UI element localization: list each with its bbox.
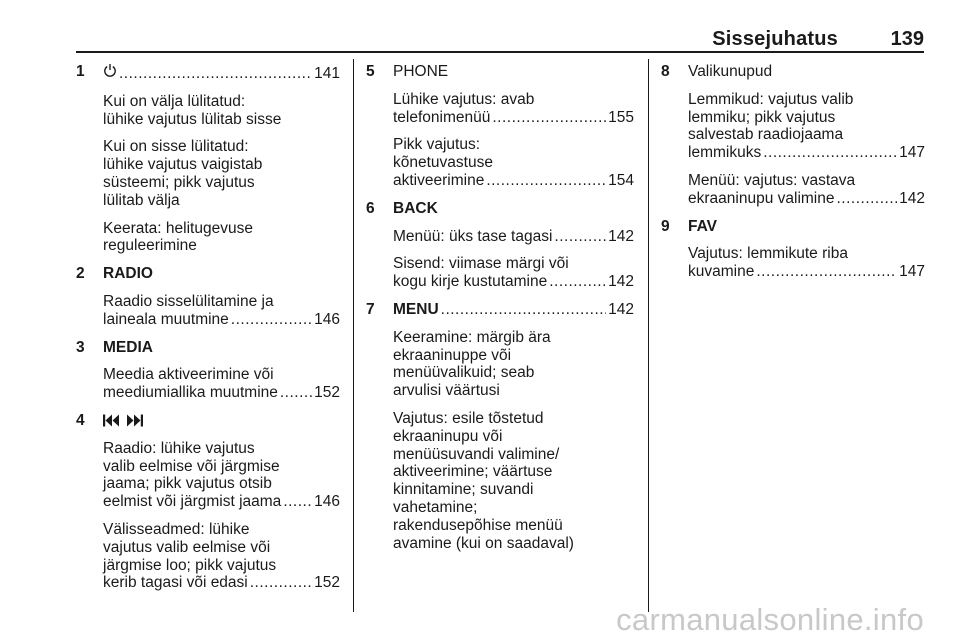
description-line — [103, 493, 340, 511]
description-text: lemmikuks — [688, 144, 762, 162]
description-text: aktiveerimine — [393, 171, 485, 189]
previous-track-icon — [103, 414, 119, 427]
page-ref: 142 — [608, 300, 634, 318]
description-line: järgmise loo; pikk vajutus — [103, 556, 277, 574]
entry-number: 4 — [76, 411, 85, 429]
description-line — [103, 384, 340, 402]
leader-dots — [280, 384, 312, 402]
entry-description — [366, 329, 634, 400]
page-ref: 142 — [608, 273, 634, 291]
entry-track-buttons — [76, 412, 340, 592]
description-line: Kui on sisse lülitatud: — [103, 138, 249, 156]
description-line: süsteemi; pikk vajutus — [103, 173, 255, 191]
entry-number: 2 — [76, 265, 85, 283]
entry-description — [76, 366, 340, 402]
leader-dots — [119, 65, 312, 83]
description-line: Lühike vajutus: avab — [393, 90, 535, 108]
next-track-icon — [127, 414, 143, 427]
column-2 — [366, 63, 634, 552]
description-line: Raadio: lühike vajutus — [103, 439, 255, 457]
entry-radio — [76, 265, 340, 328]
entry-media — [76, 339, 340, 402]
description-line: rakendusepõhise menüü — [393, 516, 563, 534]
description-line: vajutus valib eelmise või — [103, 538, 271, 556]
description-line: lühike vajutus lülitab sisse — [103, 110, 282, 128]
entry-heading: FAV — [688, 217, 717, 235]
entry-heading: Valikunupud — [688, 63, 773, 80]
description-line: Vajutus: esile tõstetud — [393, 409, 544, 427]
leader-dots — [763, 144, 897, 162]
description-line: avamine (kui on saadaval) — [393, 534, 574, 552]
page-ref: 154 — [608, 171, 634, 189]
page-ref: 146 — [314, 493, 340, 511]
page-ref: 142 — [899, 189, 925, 207]
entry-power — [76, 63, 340, 255]
leader-dots — [231, 311, 312, 329]
page-ref: 142 — [608, 227, 634, 245]
leader-dots — [250, 574, 312, 592]
entry-description — [366, 255, 634, 291]
entry-description — [76, 220, 340, 256]
entry-description — [661, 245, 925, 281]
entry-description — [76, 293, 340, 329]
description-text: kuvamine — [688, 263, 755, 281]
page-header — [76, 28, 924, 50]
description-text: ekraaninupu valimine — [688, 189, 835, 207]
entry-description — [76, 93, 340, 129]
entry-description — [661, 91, 925, 162]
entry-description — [76, 521, 340, 592]
description-line — [103, 311, 340, 329]
description-line — [688, 190, 925, 208]
entry-description — [76, 138, 340, 209]
description-text: telefonimenüü — [393, 108, 491, 126]
description-text: Menüü: üks tase tagasi — [393, 227, 553, 245]
page-ref: 147 — [899, 263, 925, 281]
entry-heading: RADIO — [103, 265, 153, 283]
entry-number: 5 — [366, 63, 375, 80]
entry-description — [366, 410, 634, 552]
leader-dots — [549, 273, 606, 291]
leader-dots — [756, 263, 897, 281]
description-line: vahetamine; — [393, 498, 478, 516]
description-line: ekraaninuppe või — [393, 346, 512, 364]
page-ref: 146 — [314, 310, 340, 328]
description-line — [688, 263, 925, 281]
description-line: reguleerimine — [103, 237, 197, 255]
leader-dots — [486, 172, 606, 190]
entry-selection-buttons — [661, 63, 925, 208]
entry-description — [366, 91, 634, 127]
description-line: Vajutus: lemmikute riba — [688, 245, 848, 263]
description-line: Pikk vajutus: — [393, 136, 481, 154]
leader-dots — [836, 190, 897, 208]
description-line: lülitab välja — [103, 191, 180, 209]
page-ref: 147 — [899, 144, 925, 162]
entry-heading: BACK — [393, 199, 438, 217]
entry-description — [366, 136, 634, 189]
entry-number: 1 — [76, 63, 85, 80]
description-line: valib eelmise või järgmise — [103, 457, 280, 475]
leader-dots — [492, 109, 606, 127]
section-title: Sissejuhatus — [712, 28, 838, 50]
entry-number: 3 — [76, 338, 85, 356]
watermark: carmanualsonline.info — [616, 602, 924, 637]
description-text: meediumiallika muutmine — [103, 384, 278, 402]
entry-number: 9 — [661, 217, 670, 235]
description-line — [393, 172, 634, 190]
leader-dots — [441, 301, 606, 319]
entry-number: 8 — [661, 63, 670, 80]
description-line: Raadio sisselülitamine ja — [103, 292, 274, 310]
column-divider — [648, 59, 649, 612]
entry-description — [76, 440, 340, 511]
column-3 — [661, 63, 925, 281]
description-text: kerib tagasi või edasi — [103, 574, 248, 592]
entry-description — [366, 228, 634, 246]
description-line: Sisend: viimase märgi või — [393, 255, 569, 273]
entry-back — [366, 200, 634, 291]
description-line — [103, 574, 340, 592]
description-line: arvulisi väärtusi — [393, 382, 500, 400]
description-line: Välisseadmed: lühike — [103, 520, 250, 538]
description-line: lemmiku; pikk vajutus — [688, 108, 836, 126]
page-ref: 155 — [608, 108, 634, 126]
description-line: Keeramine: märgib ära — [393, 328, 551, 346]
description-line: Keerata: helitugevuse — [103, 219, 253, 237]
description-line: lühike vajutus vaigistab — [103, 156, 263, 174]
description-line: salvestab raadiojaama — [688, 126, 844, 144]
description-line: Kui on välja lülitatud: — [103, 92, 246, 110]
entry-number: 7 — [366, 300, 375, 318]
description-line: menüüsuvandi valimine/ — [393, 445, 560, 463]
description-text: kogu kirje kustutamine — [393, 273, 548, 291]
description-line: kõnetuvastuse — [393, 154, 493, 172]
entry-heading: PHONE — [393, 63, 449, 80]
description-line: Meedia aktiveerimine või — [103, 366, 274, 384]
power-icon — [103, 63, 117, 78]
column-divider — [353, 59, 354, 612]
entry-number: 6 — [366, 199, 375, 217]
description-text: laineala muutmine — [103, 310, 229, 328]
leader-dots — [283, 493, 312, 511]
description-line — [688, 144, 925, 162]
entry-heading: MEDIA — [103, 338, 153, 356]
entry-heading — [76, 63, 340, 83]
entry-label: MENU — [393, 300, 439, 318]
entry-fav — [661, 218, 925, 281]
entry-description — [661, 172, 925, 208]
header-rule — [76, 51, 924, 53]
column-1 — [76, 63, 340, 592]
page-ref: 141 — [314, 65, 340, 82]
leader-dots — [554, 228, 606, 246]
description-line: aktiveerimine; väärtuse — [393, 463, 553, 481]
entry-heading — [76, 412, 340, 430]
entry-phone — [366, 63, 634, 190]
description-line: Menüü: vajutus: vastava — [688, 171, 856, 189]
description-line — [393, 109, 634, 127]
description-line: kinnitamine; suvandi — [393, 481, 534, 499]
description-text: eelmist või järgmist jaama — [103, 493, 282, 511]
description-line: menüüvalikuid; seab — [393, 364, 535, 382]
page-ref: 152 — [314, 574, 340, 592]
entry-menu — [366, 301, 634, 552]
entry-heading — [366, 301, 634, 319]
description-line: jaama; pikk vajutus otsib — [103, 475, 272, 493]
description-line: Lemmikud: vajutus valib — [688, 90, 854, 108]
page-ref: 152 — [314, 384, 340, 402]
description-line: ekraaninupu või — [393, 427, 503, 445]
page-number: 139 — [890, 28, 924, 50]
description-line — [393, 228, 634, 246]
description-line — [393, 273, 634, 291]
